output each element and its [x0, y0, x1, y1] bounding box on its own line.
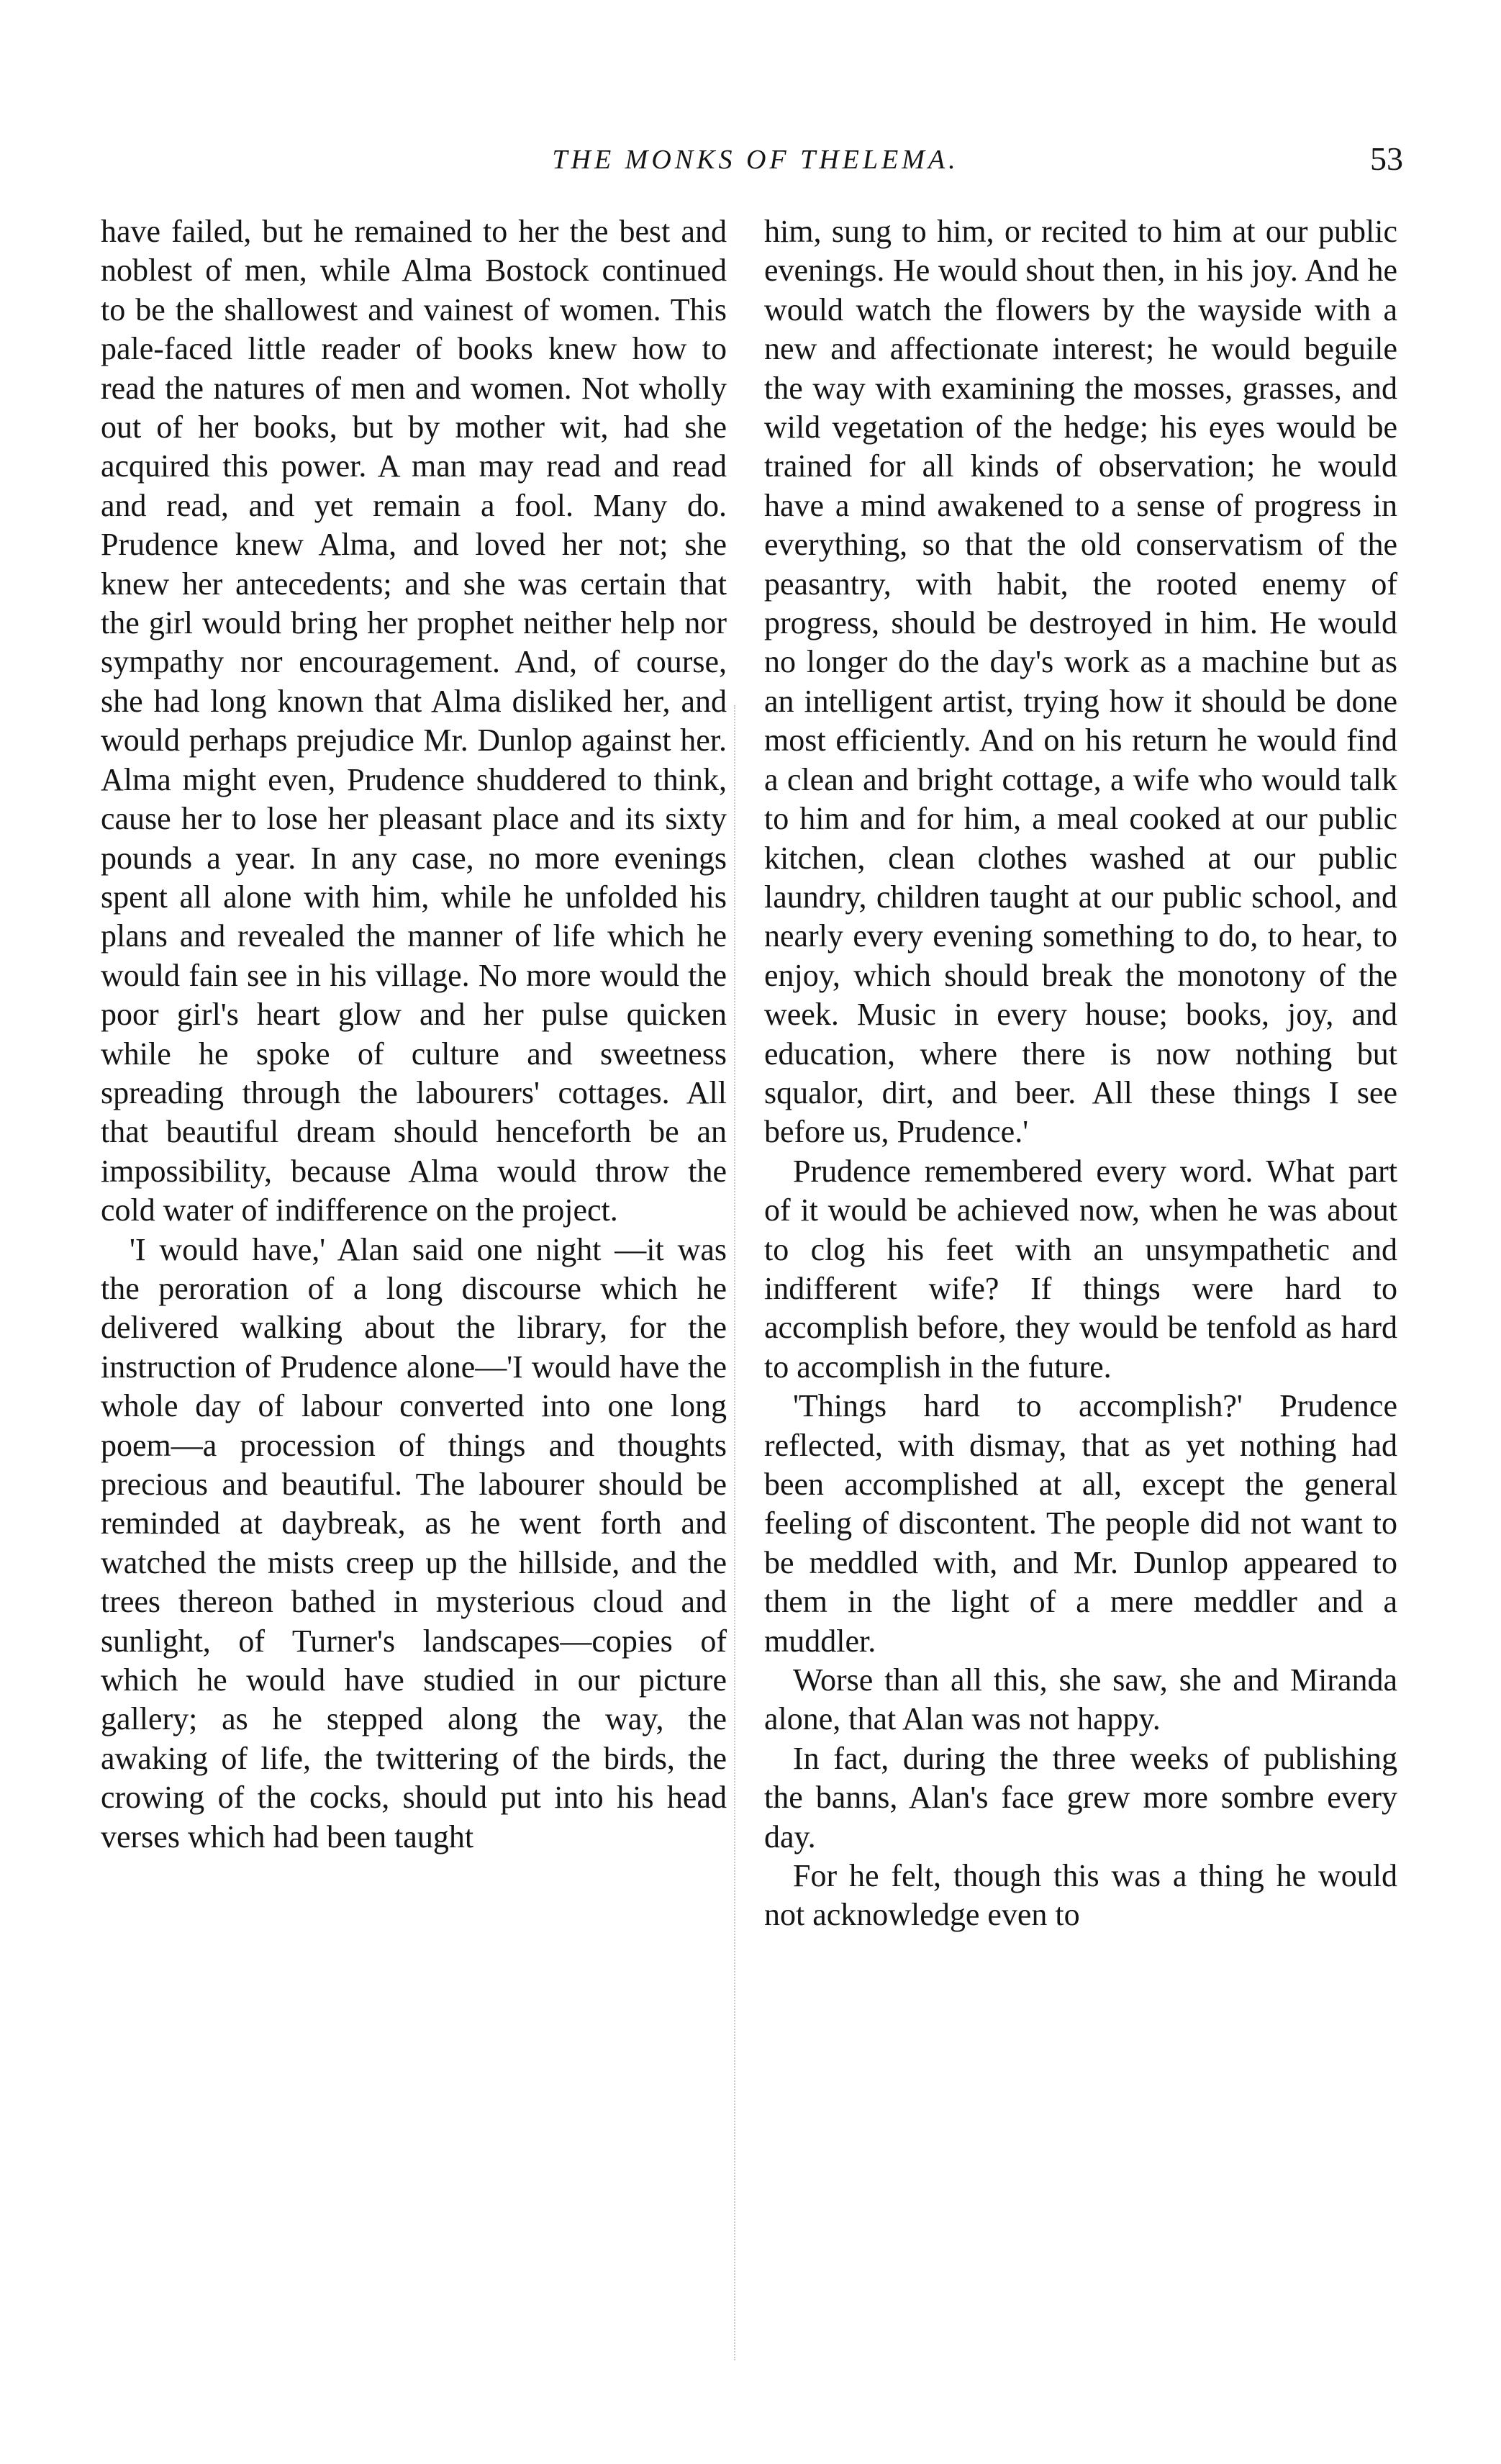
column-divider [734, 705, 735, 2360]
running-title: THE MONKS OF THELEMA. [552, 145, 959, 175]
paragraph: Prudence remembered every word. What part of it would be achieved now, when he was about to clog his feet with an unsympathetic and indifferent wife? If things were hard to accomplish before, they would be tenfold as hard to accomplish in the future. [764, 1153, 1397, 1385]
right-column [764, 212, 1397, 1935]
left-column [101, 212, 727, 1857]
paragraph: 'I would have,' Alan said one night —it was the peroration of a long discourse which he delivered walking about the library, for the instruction of Prudence alone—'I would have the whole day of labour converted into one long poem—a procession of things and thoughts precious and beautiful. The labourer should be reminded at daybreak, as he went forth and watched the mists creep up the hillside, and the trees thereon bathed in mysterious cloud and sunlight, of Turner's landscapes—copies of which he would have studied in our picture gallery; as he stepped along the way, the awaking of life, the twittering of the birds, the crowing of the cocks, should put into his head verses which had been taught [101, 1231, 727, 1854]
paragraph: In fact, during the three weeks of publishing the banns, Alan's face grew more sombre every day. [764, 1740, 1397, 1854]
paragraph: 'Things hard to accomplish?' Prudence reflected, with dismay, that as yet nothing had been accomplished at all, except the general feeling of discontent. The people did not want to be meddled with, and Mr. Dunlop appeared to them in the light of a mere meddler and a muddler. [764, 1388, 1397, 1659]
paragraph: have failed, but he remained to her the best and noblest of men, while Alma Bostock continued to be the shallowest and vainest of women. This pale-faced little reader of books knew how to read the natures of men and women. Not wholly out of her books, but by mother wit, had she acquired this power. A man may read and read and read, and yet remain a fool. Many do. Prudence knew Alma, and loved her not; she knew her antecedents; and she was certain that the girl would bring her prophet neither help nor sympathy nor encouragement. And, of course, she had long known that Alma disliked her, and would perhaps prejudice Mr. Dunlop against her. Alma might even, Prudence shuddered to think, cause her to lose her pleasant place and its sixty pounds a year. In any case, no more evenings spent all alone with him, while he unfolded his plans and revealed the manner of life which he would fain see in his village. No more would the poor girl's heart glow and her pulse quicken while he spoke of culture and sweetness spreading through the labourers' cottages. All that beautiful dream should henceforth be an impossibility, because Alma would throw the cold water of indifference on the project. [101, 214, 727, 1228]
page-number: 53 [1370, 140, 1403, 177]
paragraph: Worse than all this, she saw, she and Miranda alone, that Alan was not happy. [764, 1662, 1397, 1737]
paragraph: him, sung to him, or recited to him at our public evenings. He would shout then, in his joy. And he would watch the flowers by the wayside with a new and affectionate interest; he would beguile the way with examining the mosses, grasses, and wild vegetation of the hedge; his eyes would be trained for all kinds of observation; he would have a mind awakened to a sense of progress in everything, so that the old conservatism of the peasantry, with habit, the rooted enemy of progress, should be destroyed in him. He would no longer do the day's work as a machine but as an intelligent artist, trying how it should be done most efficiently. And on his return he would find a clean and bright cottage, a wife who would talk to him and for him, a meal cooked at our public kitchen, clean clothes washed at our public laundry, children taught at our public school, and nearly every evening something to do, to hear, to enjoy, which should break the monotony of the week. Music in every house; books, joy, and education, where there is now nothing but squalor, dirt, and beer. All these things I see before us, Prudence.' [764, 214, 1397, 1150]
paragraph: For he felt, though this was a thing he would not acknowledge even to [764, 1858, 1397, 1933]
